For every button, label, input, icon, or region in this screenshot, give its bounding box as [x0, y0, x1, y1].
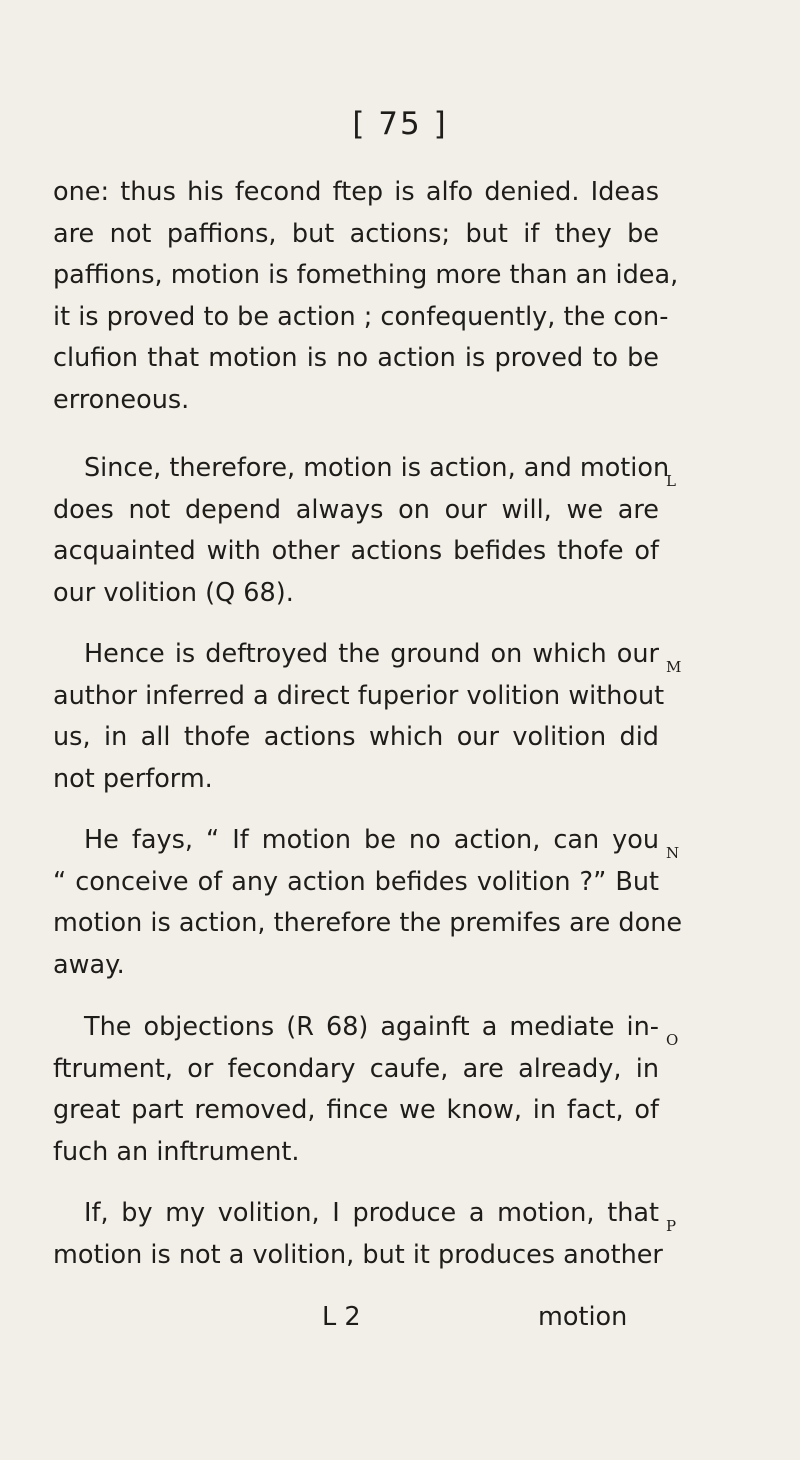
text-line: Hence is deftroyed the ground on which our — [84, 639, 659, 669]
paragraph-6 — [53, 1193, 663, 1276]
text-line: If, by my volition, I produce a motion, that — [84, 1198, 659, 1228]
text-line: our volition (Q 68). — [53, 577, 294, 608]
text-line: ftrument, or fecondary caufe, are already, in — [53, 1053, 659, 1084]
paragraph-4 — [53, 820, 683, 986]
text-line: clufion that motion is no action is proved to be — [53, 343, 659, 373]
margin-marker-m: M — [666, 658, 682, 676]
text-line: paffions, motion is fomething more than an idea, — [53, 260, 679, 290]
text-line: away. — [53, 949, 125, 980]
text-line: one: thus his fecond ftep is alfo denied. Ideas — [53, 177, 659, 207]
paragraph-5 — [53, 1007, 659, 1173]
text-line: us, in all thofe actions which our volition did — [53, 722, 659, 752]
text-line: Since, therefore, motion is action, and motion — [84, 453, 670, 483]
text-line: The objections (R 68) againft a mediate in- — [84, 1012, 659, 1042]
page-number: [ 75 ] — [352, 106, 448, 142]
catchword: motion — [538, 1302, 628, 1332]
margin-marker-n: N — [666, 844, 680, 862]
text-line: motion is action, therefore the premifes are done — [53, 908, 683, 938]
text-line: author inferred a direct fuperior volition without — [53, 680, 665, 711]
margin-marker-p: P — [666, 1217, 677, 1235]
text-line: acquainted with other actions befides thofe of — [53, 536, 659, 566]
signature-mark: L 2 — [322, 1302, 361, 1332]
text-line: are not paffions, but actions; but if they be — [53, 218, 659, 249]
text-line: erroneous. — [53, 384, 190, 415]
margin-marker-l: L — [666, 472, 676, 490]
text-line: He fays, “ If motion be no action, can you — [84, 825, 659, 855]
paragraph-1 — [53, 172, 679, 421]
text-line: does not depend always on our will, we are — [53, 494, 659, 525]
margin-marker-o: O — [666, 1031, 679, 1049]
text-line: “ conceive of any action befides volition ?” But — [53, 866, 659, 897]
text-line: fuch an inftrument. — [53, 1136, 300, 1167]
text-line: it is proved to be action ; confequently, the con- — [53, 301, 669, 332]
paragraph-3 — [53, 634, 665, 800]
text-line: motion is not a volition, but it produces another — [53, 1239, 663, 1270]
text-line: great part removed, fince we know, in fact, of — [53, 1095, 659, 1125]
paragraph-2 — [53, 448, 670, 614]
text-line: not perform. — [53, 763, 213, 794]
